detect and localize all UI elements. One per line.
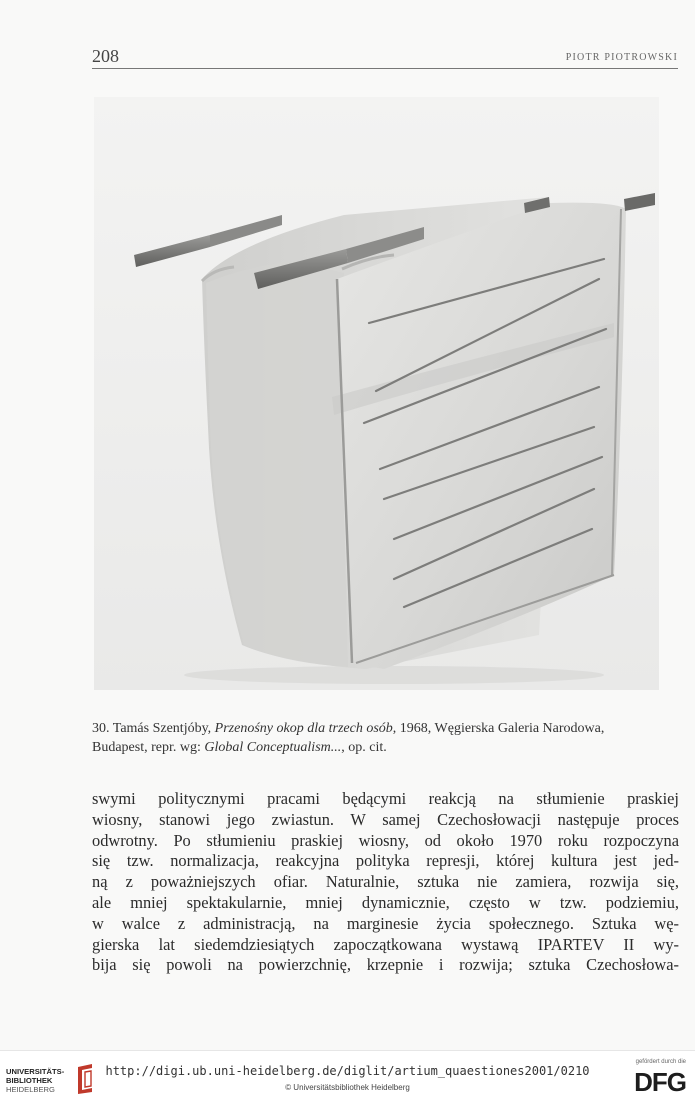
text-line: wiosny, stanowi jego zwiastun. W samej Czechosłowacji następuje proces	[92, 809, 679, 829]
sack-illustration	[94, 97, 659, 690]
page-header	[92, 46, 678, 69]
copyright-notice: © Universitätsbibliothek Heidelberg	[285, 1083, 410, 1092]
body-paragraph	[92, 789, 679, 976]
text-line: ną z poważniejszych ofiar. Naturalnie, sztuka nie zamiera, rozwija się,	[92, 872, 679, 892]
caption-line-2	[92, 738, 682, 757]
artwork-photo	[94, 97, 659, 690]
caption-source-prefix: Budapest, repr. wg:	[92, 740, 205, 755]
digitization-footer	[0, 1050, 695, 1104]
caption-source-title: Global Conceptualism...	[204, 740, 342, 755]
dfg-funding-logo[interactable]	[612, 1059, 686, 1099]
library-name-line-3: HEIDELBERG	[6, 1085, 55, 1094]
text-line: gierska lat siedemdziesiątych zapoczątkowana wystawą IPARTEV II wy-	[92, 934, 679, 954]
library-name-line-2: BIBLIOTHEK	[6, 1076, 53, 1085]
text-line: się tzw. normalizacja, reakcyjna polityka represji, której kultura jest jed-	[92, 851, 679, 871]
dfg-logo-icon: DFG	[634, 1067, 686, 1097]
caption-line-1	[92, 719, 682, 738]
text-line: bija się powoli na powierzchnię, krzepnie i rozwija; sztuka Czechosłowa-	[92, 955, 679, 975]
library-name-line-1: UNIVERSITÄTS-	[6, 1067, 65, 1076]
caption-number: 30. Tamás Szentjóby,	[92, 721, 215, 736]
caption-source-suffix: , op. cit.	[341, 740, 387, 755]
figure-caption	[92, 719, 682, 757]
text-line: odwrotny. Po stłumieniu praskiej wiosny, od około 1970 roku rozpoczyna	[92, 830, 679, 850]
text-line: ale mniej spektakularnie, mniej dynamicznie, często w tzw. podziemiu,	[92, 892, 679, 912]
caption-details: , 1968, Węgierska Galeria Narodowa,	[392, 721, 605, 736]
text-line: w walce z administracją, na marginesie życia społecznego. Sztuka wę-	[92, 913, 679, 933]
caption-work-title: Przenośny okop dla trzech osób	[214, 721, 393, 736]
page-number: 208	[92, 46, 119, 66]
source-url-link[interactable]: http://digi.ub.uni-heidelberg.de/diglit/artium_quaestiones2001/0210	[105, 1064, 590, 1078]
running-head: PIOTR PIOTROWSKI	[565, 52, 678, 63]
text-line: swymi politycznymi pracami będącymi reakcją na stłumienie praskiej	[92, 789, 679, 808]
dfg-funding-note: gefördert durch die	[635, 1059, 686, 1065]
